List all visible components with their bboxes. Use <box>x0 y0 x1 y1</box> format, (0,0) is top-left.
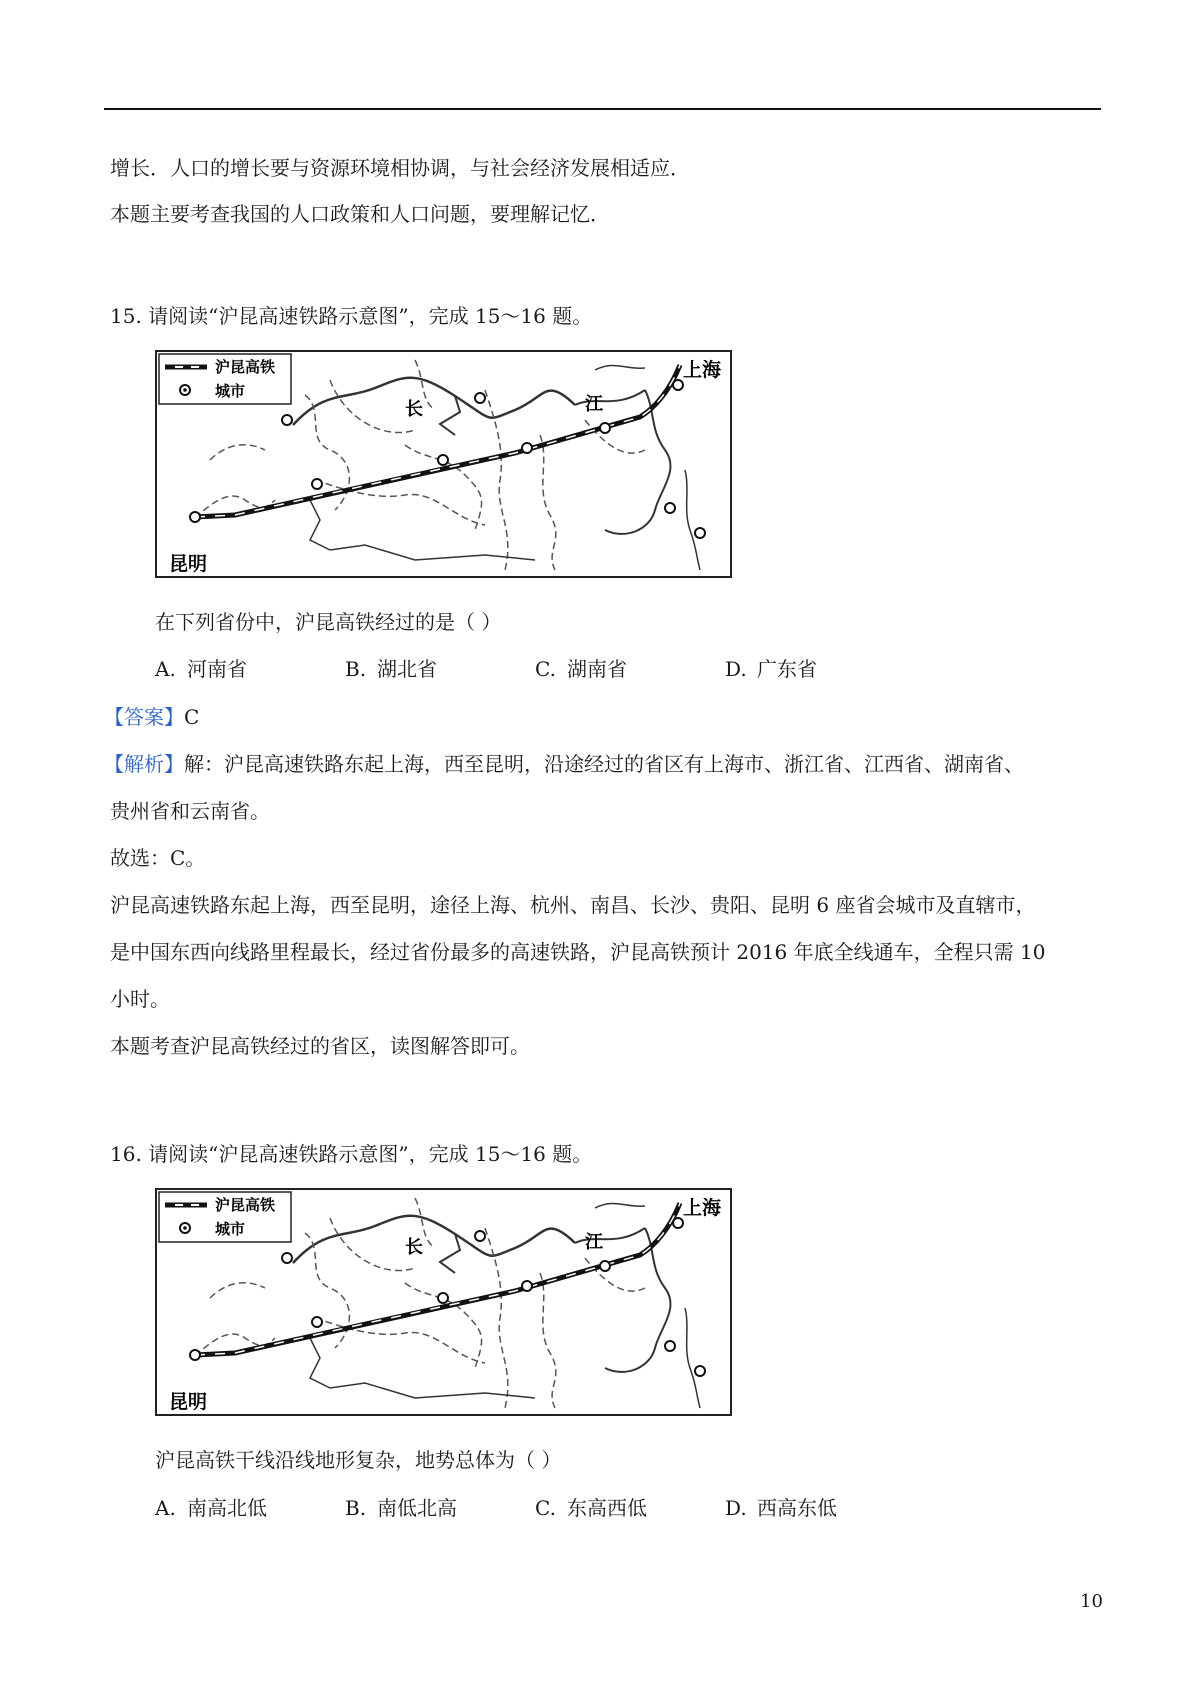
page-number: 10 <box>1080 1591 1103 1612</box>
option-text: 湖南省 <box>567 657 627 681</box>
label-jiang: 江 <box>585 1232 603 1253</box>
analysis-tag: 【解析】 <box>104 752 184 776</box>
q16-title: 16. 请阅读“沪昆高速铁路示意图”，完成 15～16 题。 <box>110 1142 593 1166</box>
label-chang: 长 <box>405 399 423 420</box>
q15-analysis-line-7: 本题考查沪昆高铁经过的省区，读图解答即可。 <box>110 1034 530 1058</box>
q15-analysis-line-1 <box>104 750 1024 778</box>
label-kunming: 昆明 <box>169 1391 208 1413</box>
q15-answer <box>104 703 199 731</box>
q16-option-c[interactable] <box>535 1494 647 1522</box>
legend-rail-label: 沪昆高铁 <box>215 1196 276 1214</box>
option-letter: C. <box>535 657 556 681</box>
option-letter: A. <box>155 1496 176 1520</box>
legend-rail-label: 沪昆高铁 <box>215 358 276 376</box>
q15-analysis-line-5: 是中国东西向线路里程最长，经过省份最多的高速铁路，沪昆高铁预计 2016 年底全线通车，全程只需 10 <box>110 940 1046 964</box>
q15-option-b[interactable] <box>345 655 437 683</box>
q15-analysis-line-3: 故选：C。 <box>110 846 206 870</box>
option-letter: D. <box>725 657 747 681</box>
option-text: 东高西低 <box>567 1496 647 1520</box>
option-text: 河南省 <box>187 657 247 681</box>
q15-title: 15. 请阅读“沪昆高速铁路示意图”，完成 15～16 题。 <box>110 304 593 328</box>
option-text: 南高北低 <box>187 1496 267 1520</box>
map-figure-q15 <box>155 350 732 578</box>
q16-option-d[interactable] <box>725 1494 837 1522</box>
q16-option-b[interactable] <box>345 1494 457 1522</box>
legend-city-label: 城市 <box>215 1220 246 1238</box>
q16-option-a[interactable] <box>155 1494 267 1522</box>
q15-analysis-line-4: 沪昆高速铁路东起上海，西至昆明，途径上海、杭州、南昌、长沙、贵阳、昆明 6 座省会城市及直辖市， <box>110 893 1036 917</box>
q15-option-a[interactable] <box>155 655 247 683</box>
option-letter: C. <box>535 1496 556 1520</box>
option-text: 广东省 <box>757 657 817 681</box>
option-letter: B. <box>345 1496 367 1520</box>
option-letter: A. <box>155 657 176 681</box>
label-shanghai: 上海 <box>683 1197 722 1219</box>
option-text: 湖北省 <box>377 657 437 681</box>
label-kunming: 昆明 <box>169 553 208 575</box>
label-chang: 长 <box>405 1237 423 1258</box>
q15-option-d[interactable] <box>725 655 817 683</box>
q15-analysis-line-2: 贵州省和云南省。 <box>110 799 270 823</box>
q15-option-c[interactable] <box>535 655 627 683</box>
map-figure-q16 <box>155 1188 732 1416</box>
q15-stem: 在下列省份中，沪昆高铁经过的是（ ） <box>155 610 502 634</box>
option-letter: B. <box>345 657 367 681</box>
legend-city-label: 城市 <box>215 382 246 400</box>
q15-analysis-line-6: 小时。 <box>110 987 170 1011</box>
analysis-text: 解：沪昆高速铁路东起上海，西至昆明，沿途经过的省区有上海市、浙江省、江西省、湖南省、 <box>184 752 1024 776</box>
intro-line-1: 增长．人口的增长要与资源环境相协调，与社会经济发展相适应． <box>110 156 690 180</box>
option-text: 南低北高 <box>377 1496 457 1520</box>
q16-stem: 沪昆高铁干线沿线地形复杂，地势总体为（ ） <box>155 1448 562 1472</box>
answer-value: C <box>184 705 200 729</box>
intro-line-2: 本题主要考查我国的人口政策和人口问题，要理解记忆． <box>110 202 610 226</box>
label-shanghai: 上海 <box>683 359 722 381</box>
option-text: 西高东低 <box>757 1496 837 1520</box>
header-rule <box>104 108 1101 110</box>
label-jiang: 江 <box>585 394 603 415</box>
option-letter: D. <box>725 1496 747 1520</box>
answer-tag: 【答案】 <box>104 705 184 729</box>
